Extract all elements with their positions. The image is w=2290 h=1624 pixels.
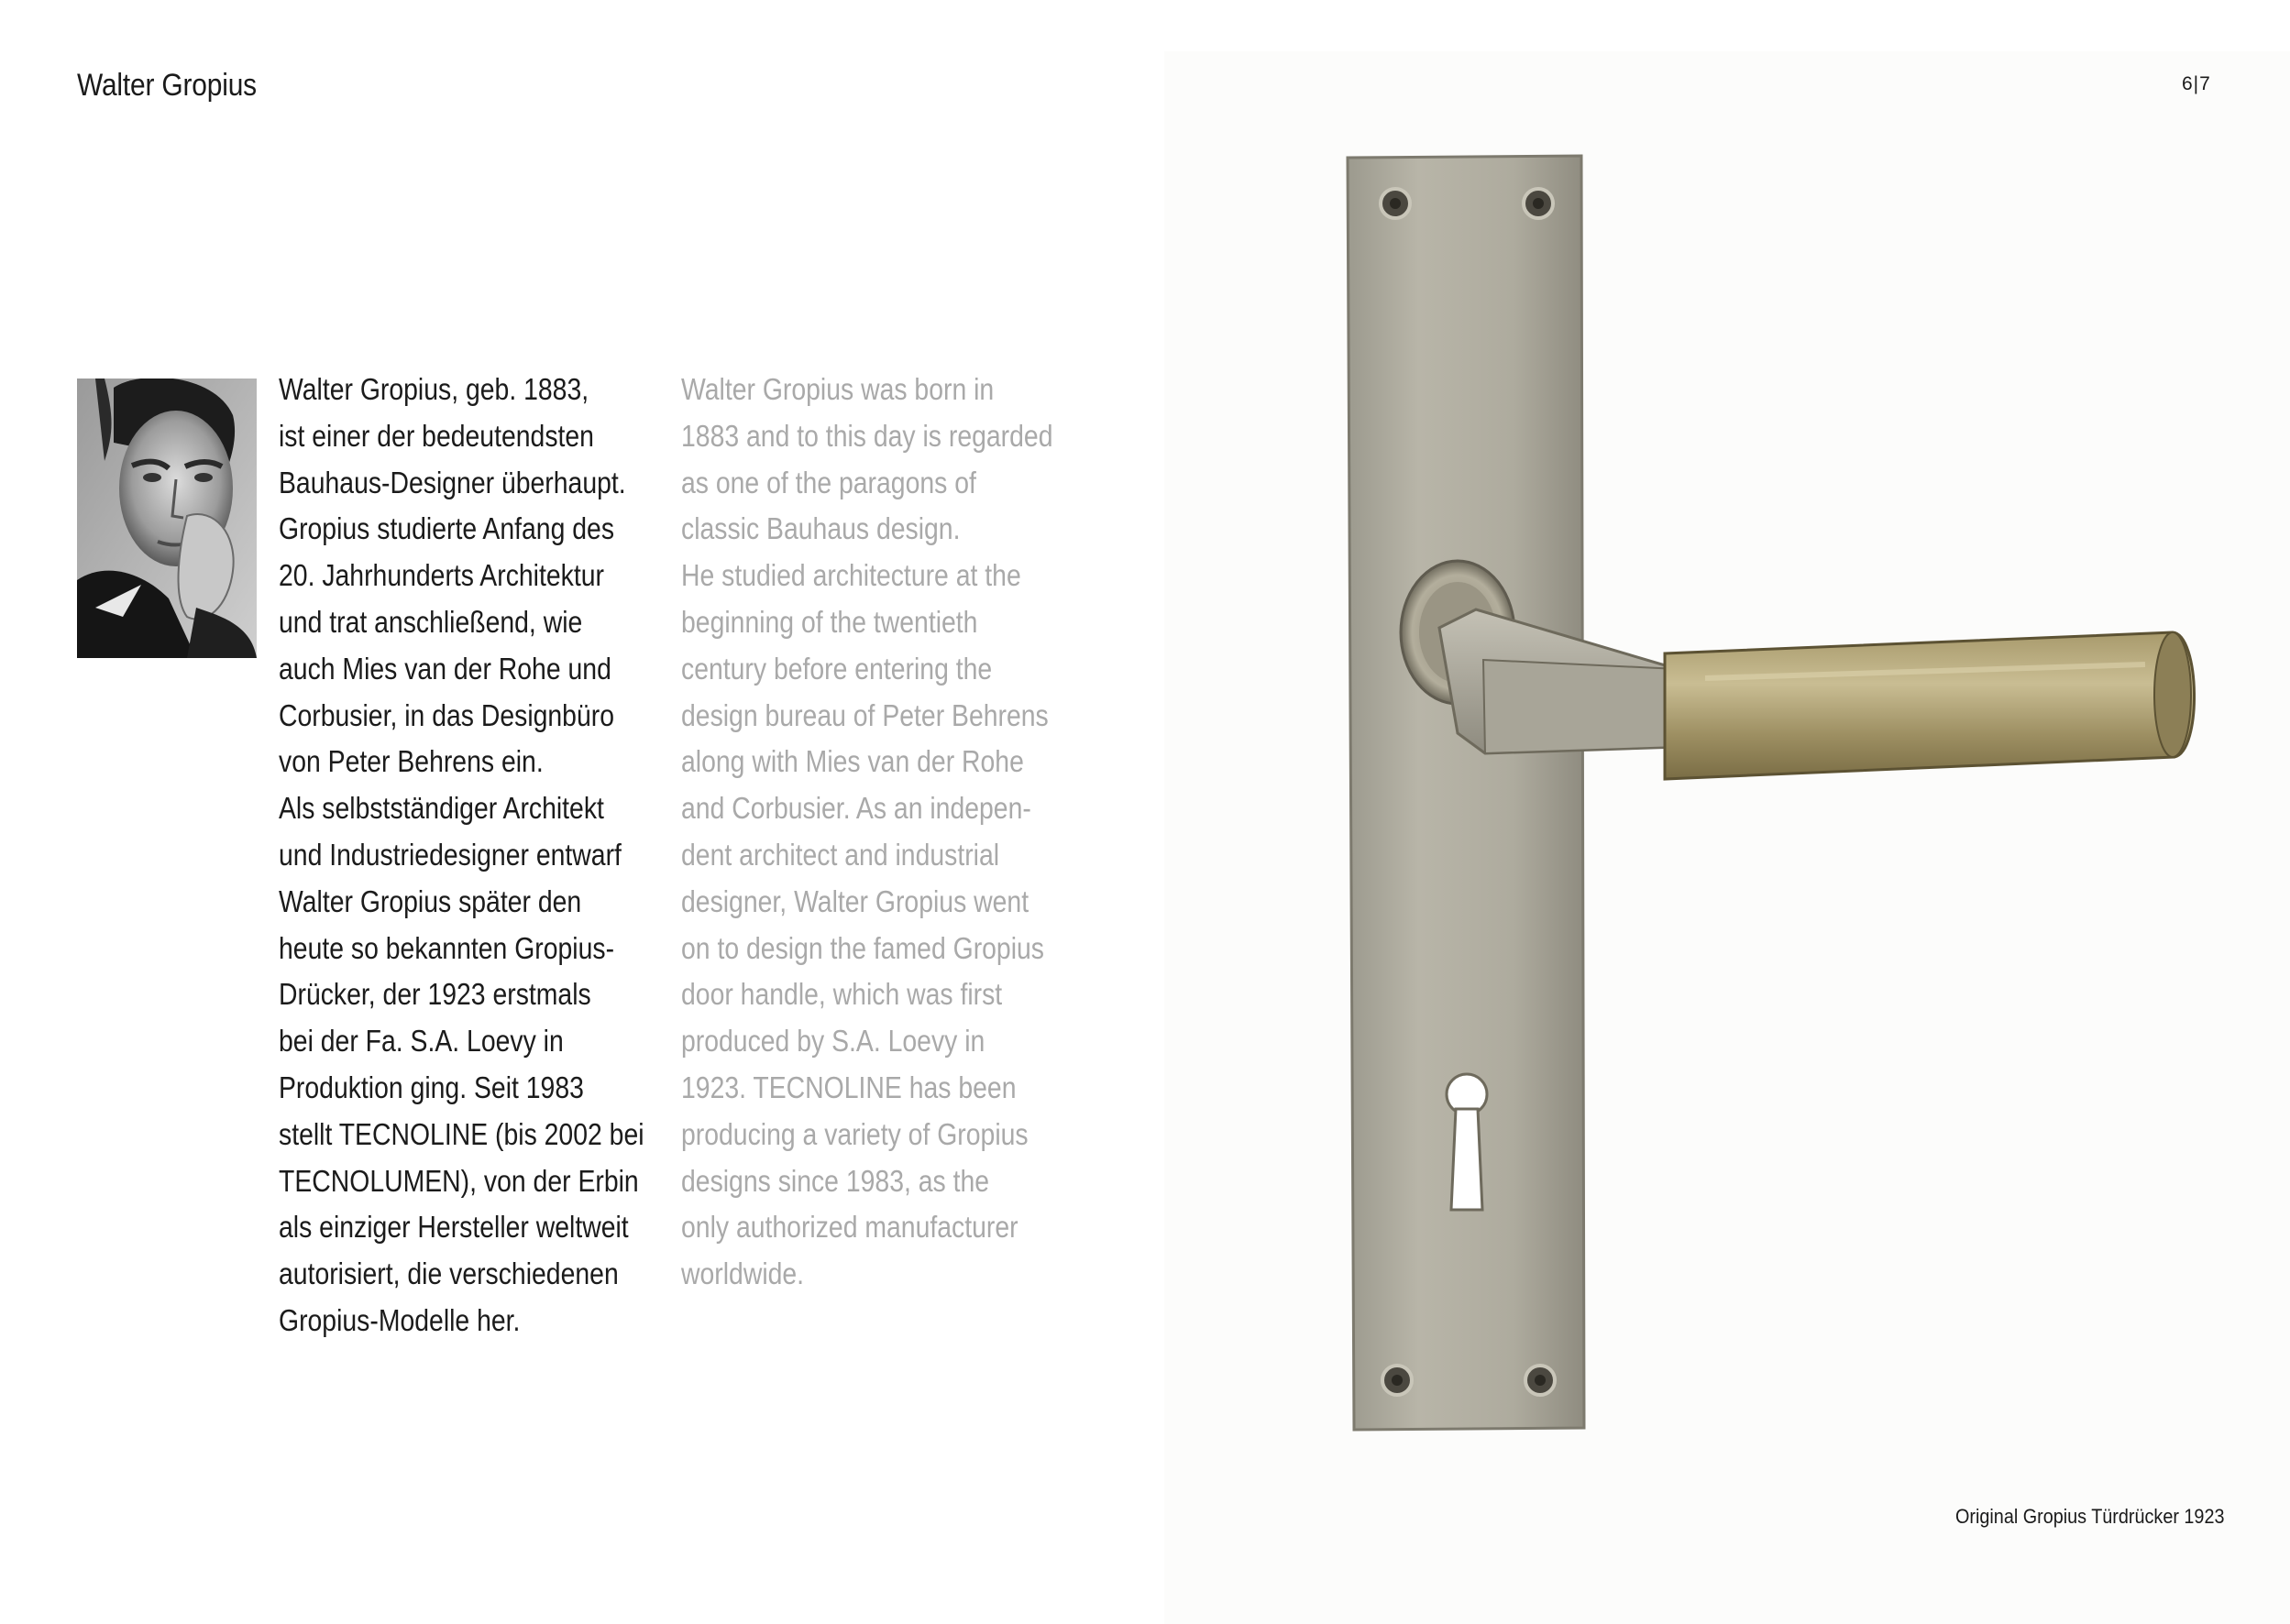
page-number: 6|7 <box>2182 73 2211 94</box>
english-description: Walter Gropius was born in 1883 and to this day is regarded as one of the paragons of classic Bauhaus design. He studied architecture at the beginning of the twentieth century before entering the design bureau of Peter Behrens along with Mies van der Rohe and Corbusier. As an indepen- dent architect and industrial designer, Walter Gropius went on to design the famed Gropius door handle, which was first produced by S.A. Loevy in 1923. TECNOLINE has been producing a variety of Gropius designs since 1983, as the only authorized manufacturer worldwide. <box>681 372 1053 1291</box>
door-handle-image <box>1320 147 2218 1439</box>
image-caption: Original Gropius Türdrücker 1923 <box>1955 1505 2225 1528</box>
portrait-photo <box>77 379 257 658</box>
page-title: Walter Gropius <box>77 68 257 103</box>
german-description: Walter Gropius, geb. 1883, ist einer der bedeutendsten Bauhaus-Designer überhaupt. Gropius studierte Anfang des 20. Jahrhunderts Architektur und trat anschließend, wie auch Mies van der Rohe und Corbusier, in das Designbüro von Peter Behrens ein. Als selbstständiger Architekt und Industriedesigner entwarf Walter Gropius später den heute so bekannten Gropius- Drücker, der 1923 erstmals bei der Fa. S.A. Loevy in Produktion ging. Seit 1983 stellt TECNOLINE (bis 2002 bei TECNOLUMEN), von der Erbin als einziger Hersteller weltweit autorisiert, die verschiedenen Gropius-Modelle her. <box>279 372 644 1337</box>
